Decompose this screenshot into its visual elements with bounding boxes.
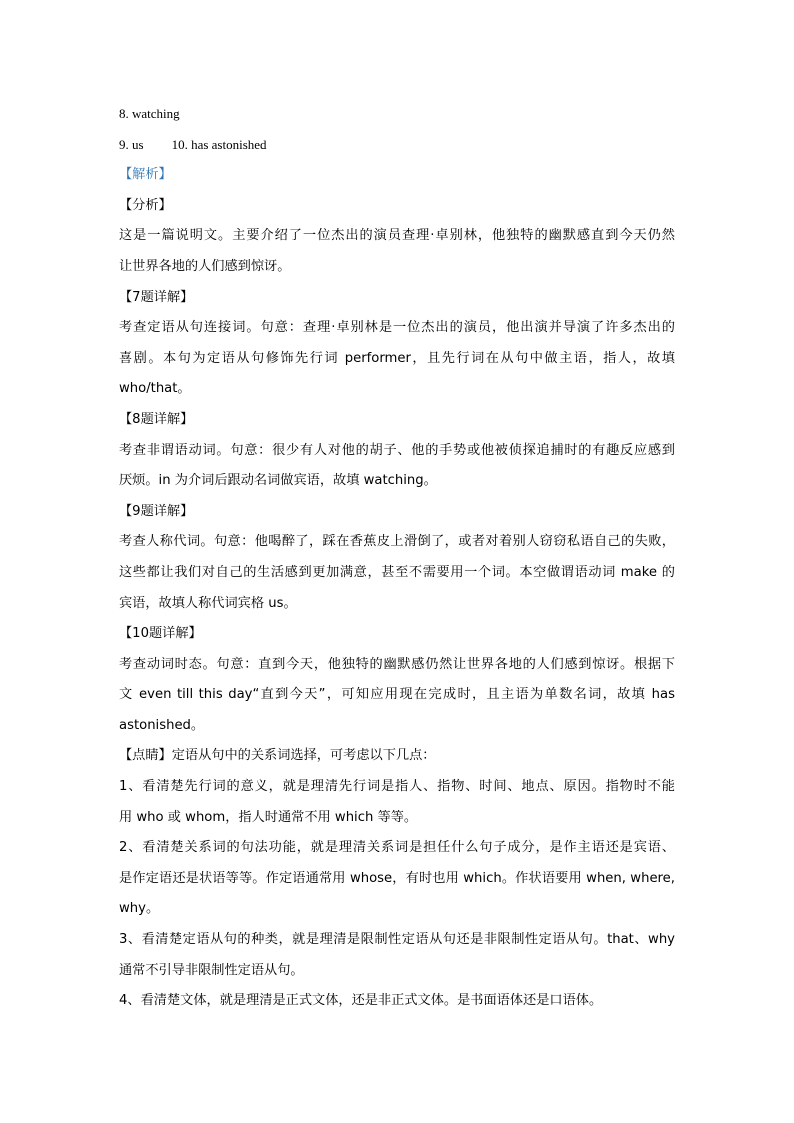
dianjing-line: why。 [119, 901, 160, 917]
fenxi-line: 这是一篇说明文。主要介绍了一位杰出的演员查理·卓别林，他独特的幽默感直到今天仍然 [119, 228, 675, 244]
q8-line: 厌烦。in 为介词后跟动名词做宾语，故填 watching。 [119, 473, 437, 489]
q9-label: 【9题详解】 [119, 503, 194, 519]
dianjing-intro: 定语从句中的关系词选择，可考虑以下几点： [171, 748, 436, 764]
document-body [119, 99, 675, 1017]
q8-line: 考查非谓语动词。句意：很少有人对他的胡子、他的手势或他被侦探追捕时的有趣反应感到 [119, 442, 675, 458]
q9-line: 宾语，故填人称代词宾格 us。 [119, 595, 297, 611]
dianjing-row [119, 741, 675, 772]
answer-10: 10. has astonished [171, 136, 267, 152]
dianjing-line: 通常不引导非限制性定语从句。 [119, 962, 304, 978]
dianjing-line: 2、看清楚关系词的句法功能，就是理清关系词是担任什么句子成分，是作主语还是宾语、 [119, 840, 675, 856]
q7-line: 考查定语从句连接词。句意：查理·卓别林是一位杰出的演员，他出演并导演了许多杰出的 [119, 320, 675, 336]
analysis-heading: 【解析】 [119, 167, 172, 183]
dianjing-line: 4、看清楚文体，就是理清是正式文体，还是非正式文体。是书面语体还是口语体。 [119, 993, 603, 1009]
q10-line: 文 even till this day“直到今天”，可知应用现在完成时，且主语为单数名词，故填 has [119, 687, 675, 703]
dianjing-line: 3、看清楚定语从句的种类，就是理清是限制性定语从句还是非限制性定语从句。that、why [119, 932, 675, 948]
q8-label: 【8题详解】 [119, 411, 194, 427]
answer-8: 8. watching [119, 106, 180, 121]
q7-line: 喜剧。本句为定语从句修饰先行词 performer，且先行词在从句中做主语，指人，故填 [119, 350, 675, 366]
q7-label: 【7题详解】 [119, 289, 194, 305]
q10-line: 考查动词时态。句意：直到今天，他独特的幽默感仍然让世界各地的人们感到惊讶。根据下 [119, 656, 675, 672]
q7-line: who/that。 [119, 381, 191, 397]
q10-line: astonished。 [119, 717, 205, 733]
q9-line: 考查人称代词。句意：他喝醉了，踩在香蕉皮上滑倒了，或者对着别人窃窃私语自己的失败， [119, 534, 675, 550]
dianjing-label: 【点睛】 [119, 748, 172, 764]
dianjing-line: 是作定语还是状语等等。作定语通常用 whose，有时也用 which。作状语要用 when, where, [119, 870, 675, 886]
fenxi-label: 【分析】 [119, 197, 172, 213]
q10-label: 【10题详解】 [119, 626, 202, 642]
dianjing-line: 1、看清楚先行词的意义，就是理清先行词是指人、指物、时间、地点、原因。指物时不能 [119, 779, 675, 795]
dianjing-line: 用 who 或 whom，指人时通常不用 which 等等。 [119, 809, 418, 825]
q9-line: 这些都让我们对自己的生活感到更加满意，甚至不需要用一个词。本空做谓语动词 make 的 [119, 564, 675, 580]
answer-9: 9. us [119, 136, 144, 152]
fenxi-line: 让世界各地的人们感到惊讶。 [119, 258, 291, 274]
answer-row-9-10 [119, 130, 675, 161]
